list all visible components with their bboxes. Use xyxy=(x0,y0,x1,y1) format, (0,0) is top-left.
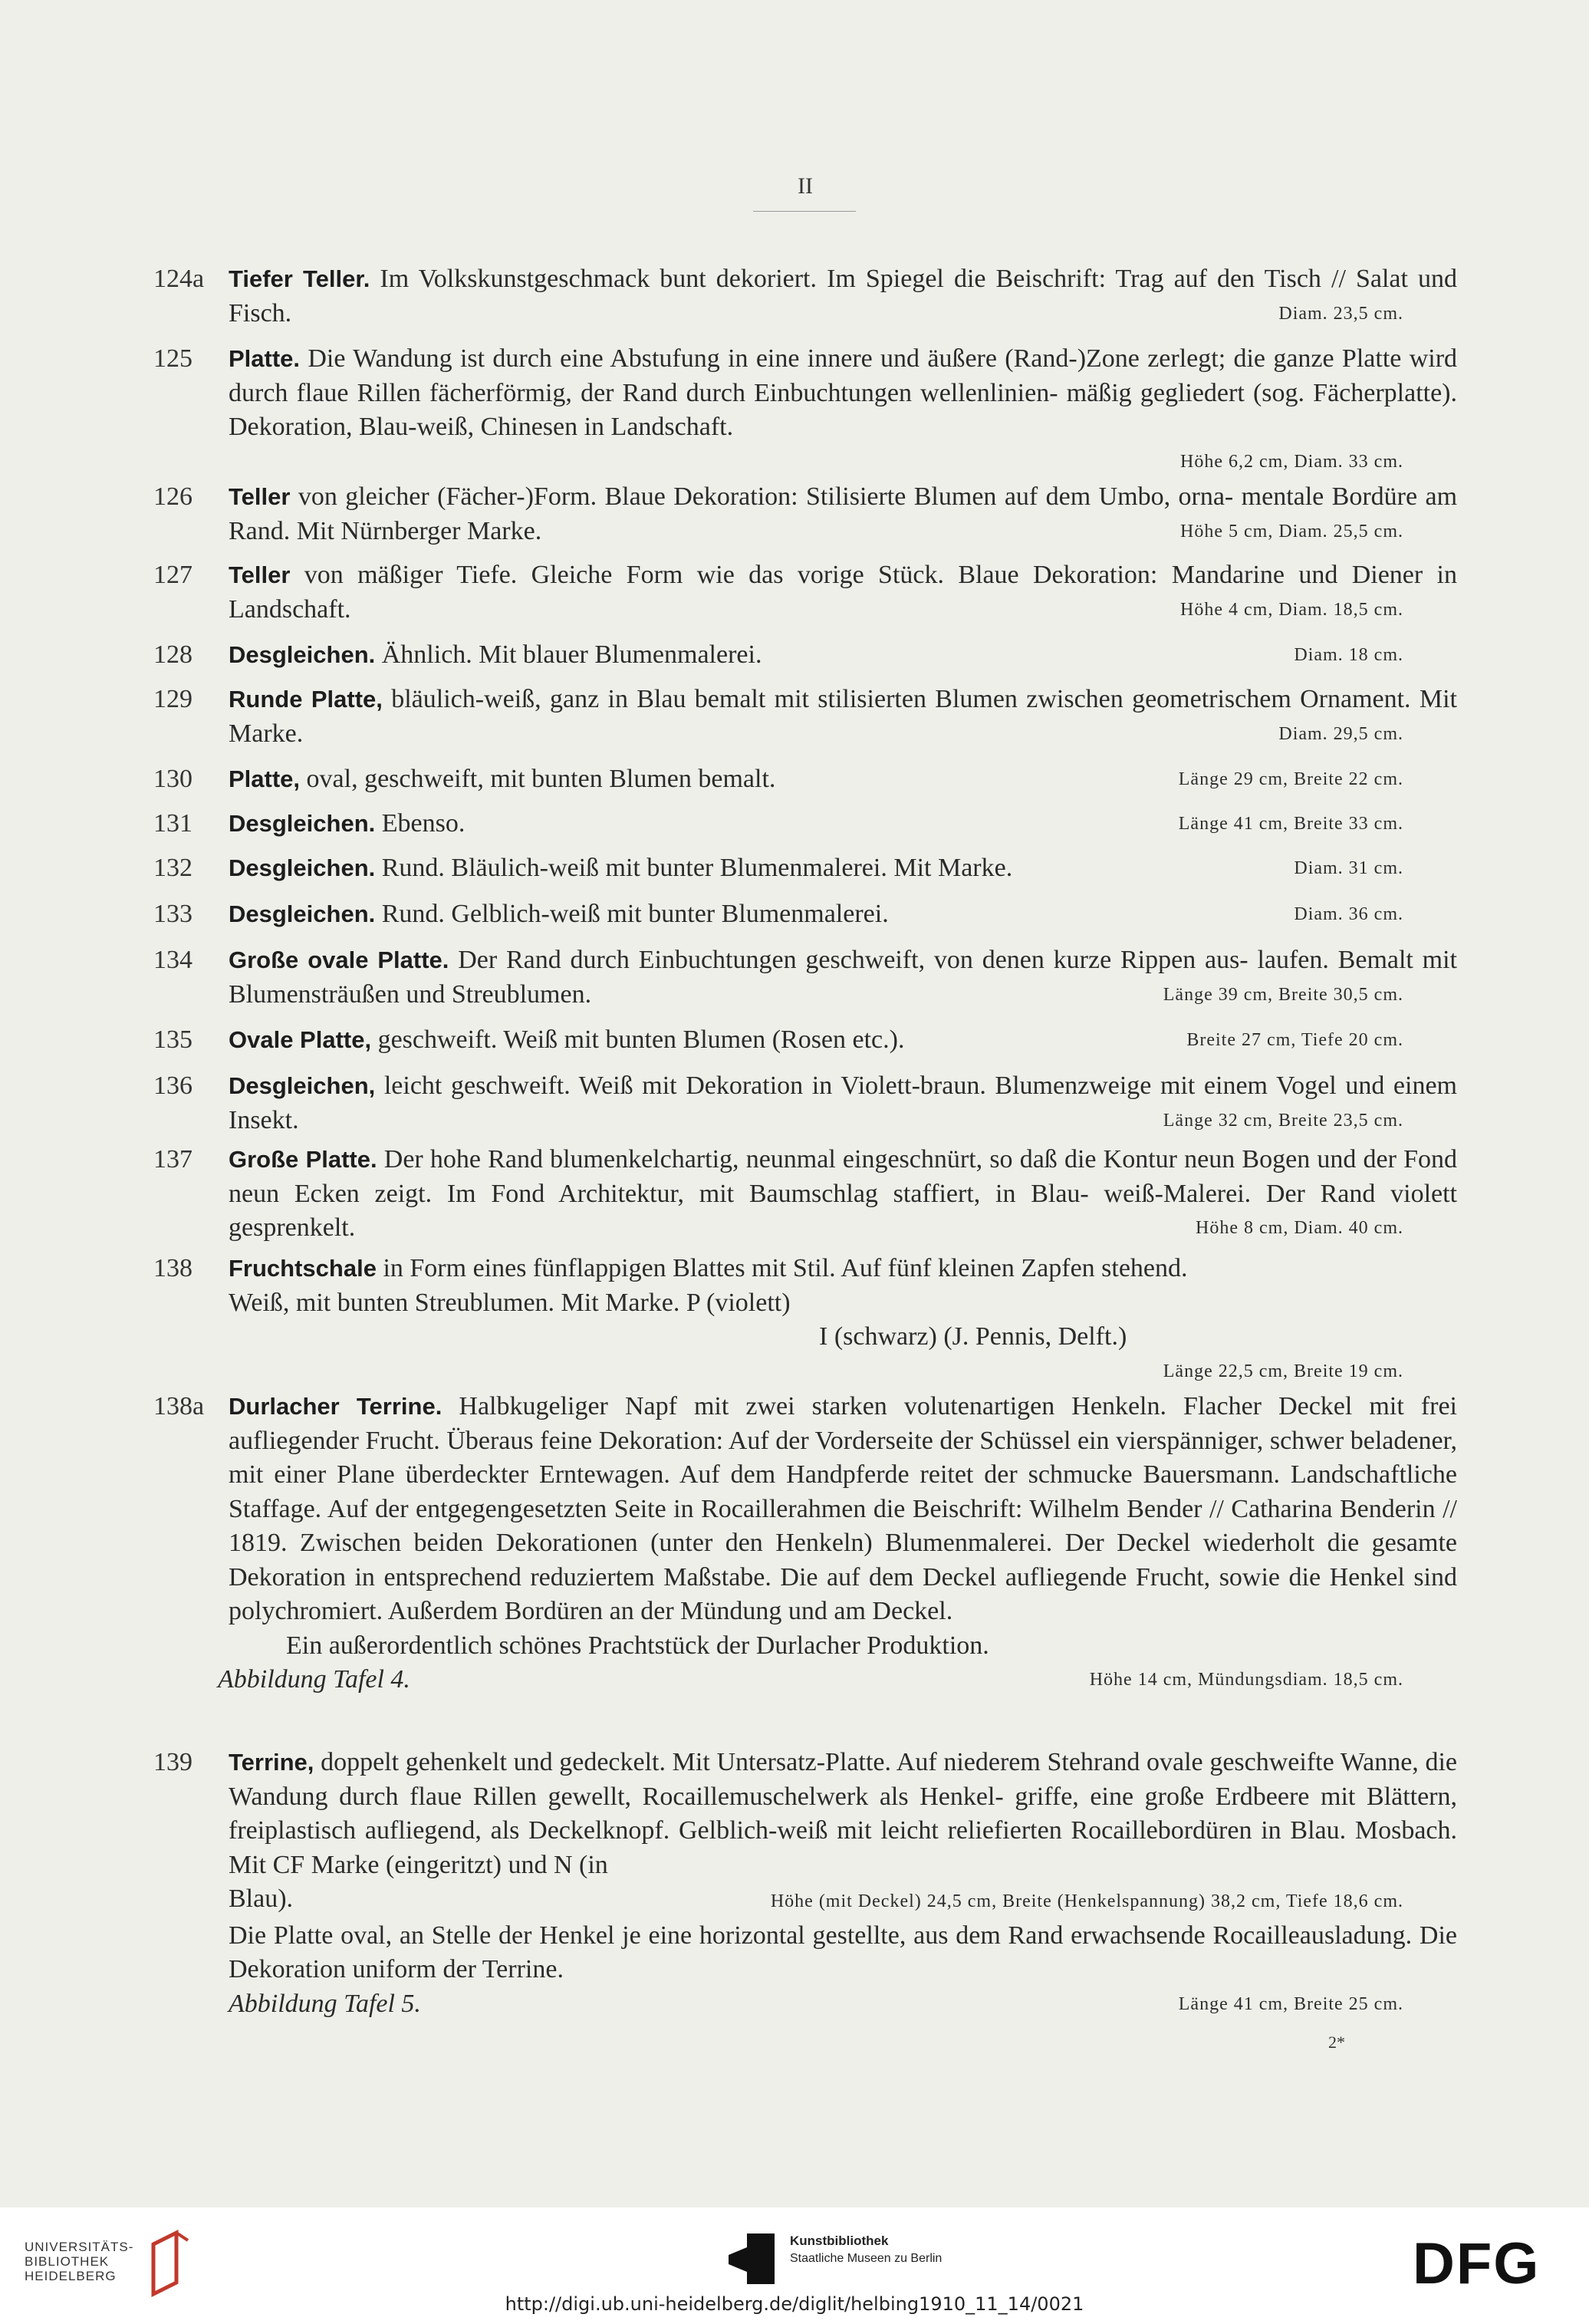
entry-text: Ornament. Mit Marke. xyxy=(229,685,1458,748)
entry-number: 129 xyxy=(153,685,192,713)
entry-measurements: Diam. 23,5 cm. xyxy=(1278,303,1403,324)
entry-measurements: Höhe 6,2 cm, Diam. 33 cm. xyxy=(1180,451,1403,472)
catalog-entry xyxy=(153,1252,1457,1388)
entry-number: 126 xyxy=(153,482,192,511)
entry-measurements: Diam. 31 cm. xyxy=(1294,858,1403,878)
entry-measurements: Höhe 4 cm, Diam. 18,5 cm. xyxy=(1180,599,1403,620)
entry-measurements: Diam. 18 cm. xyxy=(1294,645,1403,665)
catalog-entry xyxy=(153,1390,1457,1697)
entry-number: 132 xyxy=(153,854,192,882)
entry-text: mentale Bordüre am Rand. Mit Nürnberger Marke. xyxy=(229,482,1458,545)
entry-text: in entsprechend reduziertem Maßstabe. Die auf dem Deckel aufliegende Frucht, sowie die Henkel xyxy=(354,1562,1405,1592)
entry-heading: Desgleichen, xyxy=(229,1072,376,1099)
entry-text: geschweift. Weiß mit bunten Blumen (Rosen etc.). xyxy=(377,1025,905,1054)
entry-measurements: Länge 41 cm, Breite 25 cm. xyxy=(1178,1993,1403,2014)
entry-text: Rund. Bläulich-weiß mit bunter Blumenmalerei. Mit Marke. xyxy=(381,854,1013,882)
entry-number: 135 xyxy=(153,1025,192,1054)
catalog-entry xyxy=(153,342,1457,479)
entry-text: Ein außerordentlich schönes Prachtstück der Durlacher Produktion. xyxy=(286,1631,989,1660)
entry-text: Ebenso. xyxy=(381,809,466,838)
entry-text: Ähnlich. Mit blauer Blumenmalerei. xyxy=(381,640,762,669)
source-url[interactable]: http://digi.ub.uni-heidelberg.de/diglit/helbing1910_11_14/0021 xyxy=(505,2293,1084,2315)
catalog-entry xyxy=(153,1746,1457,2021)
catalog-entry xyxy=(153,1069,1457,1137)
catalog-entry xyxy=(153,807,1457,841)
kunstbibliothek-logo-icon xyxy=(729,2233,776,2287)
entry-text: laufen. Bemalt mit Blumensträußen und Streublumen. xyxy=(229,946,1458,1009)
entry-text: oval, geschweift, mit bunten Blumen bemalt. xyxy=(306,765,776,793)
entry-text: bläulich-weiß, ganz in Blau bemalt mit stilisierten Blumen zwischen geometrischem xyxy=(391,685,1291,713)
entry-heading: Große Platte. xyxy=(229,1146,377,1173)
entry-heading: Teller xyxy=(229,483,291,510)
entry-heading: Terrine, xyxy=(229,1749,314,1776)
entry-heading: Runde Platte, xyxy=(229,686,383,713)
entry-text: Vogel und einem Insekt. xyxy=(229,1071,1457,1134)
entry-heading: Tiefer Teller. xyxy=(229,265,370,292)
entry-heading: Fruchtschale xyxy=(229,1255,377,1282)
entry-measurements: Länge 32 cm, Breite 23,5 cm. xyxy=(1163,1110,1403,1131)
entry-text: Tisch // Salat und Fisch. xyxy=(229,265,1458,328)
entry-heading: Desgleichen. xyxy=(229,641,376,668)
entry-number: 133 xyxy=(153,900,192,928)
entry-number: 131 xyxy=(153,809,192,838)
entry-heading: Durlacher Terrine. xyxy=(229,1393,442,1420)
entry-text: Der hohe Rand blumenkelchartig, neunmal eingeschnürt, so daß die Kontur neun xyxy=(383,1145,1235,1174)
entry-heading: Platte, xyxy=(229,765,301,792)
entry-text: in Rocaillerahmen die Beischrift: Wilhelm Bender // Catharina Benderin // 1819. Zwischen beiden xyxy=(229,1494,1457,1557)
entry-number: 125 xyxy=(153,344,192,373)
entry-number: 134 xyxy=(153,946,192,974)
catalog-entry xyxy=(153,480,1457,548)
entry-text: mit frei aufliegender Frucht. Überaus feine Dekoration: Auf der Vorderseite der Schüssel ein xyxy=(229,1392,1458,1455)
entry-text: Dekorationen (unter den Henkeln) Blumenmalerei. Der Deckel wiederholt die gesamte Dekoration xyxy=(229,1529,1458,1592)
entry-number: 138 xyxy=(153,1254,192,1282)
dfg-logo: DFG xyxy=(1413,2231,1541,2296)
page-number: II xyxy=(798,173,813,199)
sheet-signature: 2* xyxy=(1328,2033,1345,2052)
entry-heading: Teller xyxy=(229,561,291,588)
entry-text: weiß-Malerei. Der Rand violett gesprenkelt. xyxy=(229,1179,1458,1242)
entry-text: Die Platte oval, an Stelle der Henkel je eine horizontal gestellte, aus dem Rand erwachsende xyxy=(229,1921,1206,1950)
catalog-entry xyxy=(153,1023,1457,1058)
plate-reference: Abbildung Tafel 4. xyxy=(218,1665,410,1694)
entry-measurements: Länge 39 cm, Breite 30,5 cm. xyxy=(1163,984,1403,1005)
entry-text: Im Volkskunstgeschmack bunt dekoriert. Im Spiegel die Beischrift: Trag auf den xyxy=(380,265,1255,293)
entry-text: von mäßiger Tiefe. Gleiche Form wie das vorige Stück. Blaue Dekoration: Mandarine xyxy=(304,561,1285,589)
entry-text: Die Wandung ist durch eine Abstufung in eine innere und äußere (Rand-)Zone zerlegt; xyxy=(308,344,1226,373)
entry-measurements: Höhe (mit Deckel) 24,5 cm, Breite (Henkelspannung) 38,2 cm, Tiefe 18,6 cm. xyxy=(770,1891,1403,1911)
entry-number: 137 xyxy=(153,1145,192,1174)
entry-text: in Form eines fünflappigen Blattes mit Stil. Auf fünf kleinen Zapfen stehend. xyxy=(383,1254,1188,1282)
entry-text: Rocailleausladung. Die Dekoration uniform der Terrine. xyxy=(229,1921,1457,1983)
catalog-entry xyxy=(153,762,1457,797)
entry-text: die ganze Platte wird durch flaue Rillen fächerförmig, der Rand durch Einbuchtungen wellenlinien- xyxy=(229,344,1458,407)
kunstbibliothek-label: Kunstbibliothek Staatliche Museen zu Berlin xyxy=(790,2233,943,2265)
entry-text: Der Rand durch Einbuchtungen geschweift, von denen kurze Rippen aus- xyxy=(458,946,1248,974)
entry-text: Rund. Gelblich-weiß mit bunter Blumenmalerei. xyxy=(381,900,889,928)
catalog-entry xyxy=(153,851,1457,886)
entry-heading: Große ovale Platte. xyxy=(229,946,449,973)
entry-text: griffe, eine große Erdbeere mit Blättern, freiplastisch aufliegend, als Deckelknopf. Gelblich-weiß xyxy=(229,1782,1458,1845)
entry-text: reitet der schmucke Bauersmann. Landschaftliche Staffage. Auf der entgegengesetzten Seite xyxy=(229,1460,1457,1523)
entry-number: 139 xyxy=(153,1748,192,1776)
entry-measurements: Länge 41 cm, Breite 33 cm. xyxy=(1178,814,1403,834)
entry-text: vierspänniger, schwer beladener, mit einer Plane überdeckter Erntewagen. Auf dem Handpferde xyxy=(229,1426,1458,1489)
catalog-entry xyxy=(153,638,1457,673)
entry-measurements: Höhe 5 cm, Diam. 25,5 cm. xyxy=(1180,521,1403,541)
catalog-entry xyxy=(153,558,1457,627)
entry-text: Bogen und der Fond neun Ecken zeigt. Im Fond Architektur, mit Baumschlag staffiert, in Blau- xyxy=(229,1145,1458,1208)
digitization-footer xyxy=(0,2207,1589,2324)
plate-reference: Abbildung Tafel 5. xyxy=(229,1989,421,2018)
entry-heading: Ovale Platte, xyxy=(229,1026,372,1053)
entry-text: sind polychromiert. Außerdem Bordüren an der Mündung und am Deckel. xyxy=(229,1562,1458,1625)
entry-measurements: Breite 27 cm, Tiefe 20 cm. xyxy=(1186,1030,1403,1050)
entry-number: 128 xyxy=(153,640,192,669)
entry-number: 136 xyxy=(153,1071,192,1100)
entry-measurements: Höhe 14 cm, Mündungsdiam. 18,5 cm. xyxy=(1089,1670,1403,1690)
page-number-rule xyxy=(753,211,856,212)
entry-text: von gleicher (Fächer-)Form. Blaue Dekoration: Stilisierte Blumen auf dem Umbo, orna- xyxy=(298,482,1234,511)
entry-text: Blau). xyxy=(229,1885,294,1913)
entry-text: mit leicht reliefierten Rocaillebordüren in Blau. Mosbach. Mit CF Marke (eingeritzt) und N (in xyxy=(229,1816,1457,1879)
entry-text: Halbkugeliger Napf mit zwei starken volutenartigen Henkeln. Flacher Deckel xyxy=(459,1392,1353,1420)
catalog-entry xyxy=(153,943,1457,1012)
catalog-entry xyxy=(153,262,1457,331)
entry-number: 127 xyxy=(153,561,192,589)
entry-mark-note: I (schwarz) (J. Pennis, Delft.) xyxy=(819,1322,1127,1351)
entry-heading: Desgleichen. xyxy=(229,810,376,837)
entry-measurements: Länge 22,5 cm, Breite 19 cm. xyxy=(1163,1361,1403,1381)
entry-heading: Desgleichen. xyxy=(229,900,376,927)
entry-measurements: Diam. 36 cm. xyxy=(1294,904,1403,924)
entry-text: mäßig gegliedert (sog. Fächerplatte). Dekoration, Blau-weiß, Chinesen in Landschaft. xyxy=(229,378,1458,441)
entry-text: doppelt gehenkelt und gedeckelt. Mit Untersatz-Platte. Auf niederem Stehrand ovale xyxy=(321,1748,1203,1776)
entry-number: 124a xyxy=(153,265,205,293)
entry-text: und Diener in Landschaft. xyxy=(229,561,1458,624)
catalog-entry xyxy=(153,683,1457,751)
ub-heidelberg-logo: UNIVERSITÄTS- BIBLIOTHEK HEIDELBERG xyxy=(25,2240,134,2283)
catalog-entry xyxy=(153,1143,1457,1246)
entry-text: Weiß, mit bunten Streublumen. Mit Marke. P (violett) xyxy=(229,1288,791,1317)
entry-text: geschweifte Wanne, die Wandung durch flaue Rillen gewellt, Rocaillemuschelwerk als Henkel- xyxy=(229,1748,1458,1811)
catalog-entry xyxy=(153,897,1457,932)
entry-number: 138a xyxy=(153,1392,205,1420)
entry-measurements: Länge 29 cm, Breite 22 cm. xyxy=(1178,769,1403,789)
ub-heidelberg-mark-icon xyxy=(146,2229,192,2298)
entry-number: 130 xyxy=(153,765,192,793)
entry-heading: Desgleichen. xyxy=(229,854,376,881)
entry-heading: Platte. xyxy=(229,345,301,372)
entry-text: leicht geschweift. Weiß mit Dekoration in Violett-braun. Blumenzweige mit einem xyxy=(383,1071,1268,1100)
entry-measurements: Höhe 8 cm, Diam. 40 cm. xyxy=(1196,1218,1403,1238)
entry-measurements: Diam. 29,5 cm. xyxy=(1278,723,1403,744)
